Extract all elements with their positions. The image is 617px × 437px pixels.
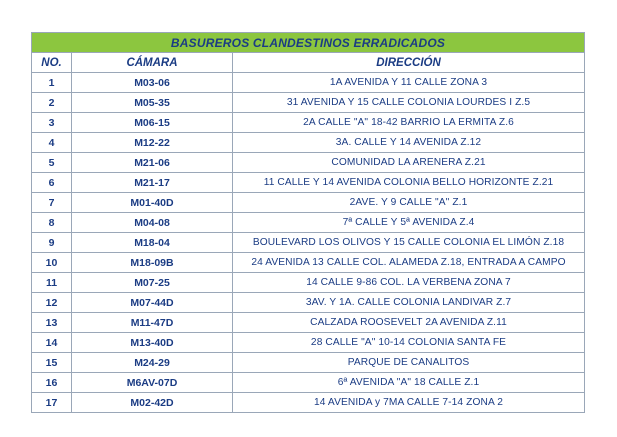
table-row [32, 293, 585, 313]
cell-no: 14 [32, 333, 72, 353]
cell-direccion: 14 CALLE 9-86 COL. LA VERBENA ZONA 7 [233, 273, 585, 293]
cell-direccion: 3A. CALLE Y 14 AVENIDA Z.12 [233, 133, 585, 153]
cell-direccion: 28 CALLE "A" 10-14 COLONIA SANTA FE [233, 333, 585, 353]
cell-no: 11 [32, 273, 72, 293]
cell-camara: M03-06 [72, 73, 233, 93]
cell-camara: M04-08 [72, 213, 233, 233]
table-row [32, 233, 585, 253]
header-camara: CÁMARA [72, 53, 233, 73]
table-row [32, 213, 585, 233]
cell-direccion: 11 CALLE Y 14 AVENIDA COLONIA BELLO HORIZONTE Z.21 [233, 173, 585, 193]
cell-camara: M02-42D [72, 393, 233, 413]
table-row [32, 353, 585, 373]
cell-camara: M21-17 [72, 173, 233, 193]
cell-direccion: 14 AVENIDA y 7MA CALLE 7-14 ZONA 2 [233, 393, 585, 413]
table-row [32, 393, 585, 413]
cell-no: 3 [32, 113, 72, 133]
header-direccion: DIRECCIÓN [233, 53, 585, 73]
cell-no: 4 [32, 133, 72, 153]
cell-direccion: 2A CALLE "A" 18-42 BARRIO LA ERMITA Z.6 [233, 113, 585, 133]
cell-camara: M12-22 [72, 133, 233, 153]
cell-direccion: 1A AVENIDA Y 11 CALLE ZONA 3 [233, 73, 585, 93]
cell-no: 12 [32, 293, 72, 313]
cell-camara: M24-29 [72, 353, 233, 373]
cell-no: 17 [32, 393, 72, 413]
cell-camara: M18-09B [72, 253, 233, 273]
table-title: BASUREROS CLANDESTINOS ERRADICADOS [32, 33, 585, 53]
cell-no: 5 [32, 153, 72, 173]
cell-no: 6 [32, 173, 72, 193]
cell-direccion: COMUNIDAD LA ARENERA Z.21 [233, 153, 585, 173]
cell-no: 13 [32, 313, 72, 333]
cell-no: 2 [32, 93, 72, 113]
cell-direccion: CALZADA ROOSEVELT 2A AVENIDA Z.11 [233, 313, 585, 333]
cell-direccion: PARQUE DE CANALITOS [233, 353, 585, 373]
cell-camara: M18-04 [72, 233, 233, 253]
cell-direccion: 2AVE. Y 9 CALLE "A" Z.1 [233, 193, 585, 213]
table-row [32, 133, 585, 153]
dumps-table [31, 32, 585, 413]
cell-camara: M05-35 [72, 93, 233, 113]
cell-no: 8 [32, 213, 72, 233]
cell-direccion: 31 AVENIDA Y 15 CALLE COLONIA LOURDES I Z.5 [233, 93, 585, 113]
table-row [32, 173, 585, 193]
cell-camara: M21-06 [72, 153, 233, 173]
header-no: NO. [32, 53, 72, 73]
table-row [32, 313, 585, 333]
cell-no: 7 [32, 193, 72, 213]
cell-no: 16 [32, 373, 72, 393]
table-row [32, 93, 585, 113]
table-container [31, 32, 584, 413]
cell-no: 10 [32, 253, 72, 273]
cell-no: 9 [32, 233, 72, 253]
table-row [32, 273, 585, 293]
cell-camara: M06-15 [72, 113, 233, 133]
cell-direccion: 24 AVENIDA 13 CALLE COL. ALAMEDA Z.18, ENTRADA A CAMPO [233, 253, 585, 273]
cell-no: 1 [32, 73, 72, 93]
table-row [32, 373, 585, 393]
table-row [32, 73, 585, 93]
cell-camara: M13-40D [72, 333, 233, 353]
table-row [32, 253, 585, 273]
table-title-row [32, 33, 585, 53]
header-row [32, 53, 585, 73]
cell-camara: M6AV-07D [72, 373, 233, 393]
table-row [32, 333, 585, 353]
cell-direccion: BOULEVARD LOS OLIVOS Y 15 CALLE COLONIA EL LIMÓN Z.18 [233, 233, 585, 253]
cell-camara: M11-47D [72, 313, 233, 333]
cell-no: 15 [32, 353, 72, 373]
cell-camara: M01-40D [72, 193, 233, 213]
cell-camara: M07-44D [72, 293, 233, 313]
table-row [32, 193, 585, 213]
cell-direccion: 7ª CALLE Y 5ª AVENIDA Z.4 [233, 213, 585, 233]
cell-direccion: 6ª AVENIDA "A" 18 CALLE Z.1 [233, 373, 585, 393]
table-row [32, 113, 585, 133]
cell-camara: M07-25 [72, 273, 233, 293]
table-row [32, 153, 585, 173]
cell-direccion: 3AV. Y 1A. CALLE COLONIA LANDIVAR Z.7 [233, 293, 585, 313]
